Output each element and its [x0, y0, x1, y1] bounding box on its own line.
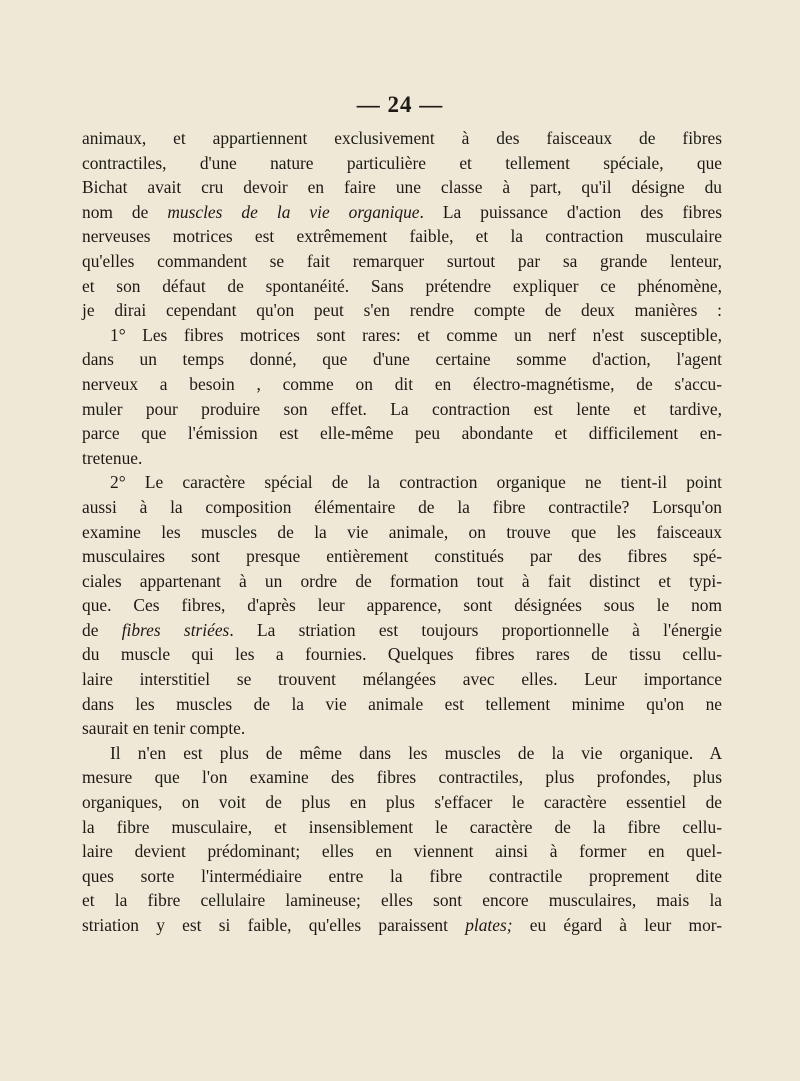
text-line [82, 913, 722, 938]
text-line: organiques, on voit de plus en plus s'effacer le caractère essentiel de [82, 792, 722, 813]
text-segment: de [82, 619, 122, 640]
text-line: ciales appartenant à un ordre de formation tout à fait distinct et typi- [82, 570, 722, 591]
text-segment: . La puissance d'action des fibres [419, 201, 722, 222]
text-segment: . La striation est toujours proportionnelle à l'énergie [229, 619, 722, 640]
text-line: la fibre musculaire, et insensiblement le caractère de la fibre cellu- [82, 816, 722, 837]
text-line: Bichat avait cru devoir en faire une classe à part, qu'il désigne du [82, 177, 722, 198]
text-line: nerveux a besoin , comme on dit en électro-magnétisme, de s'accu- [82, 373, 722, 394]
text-line: mesure que l'on examine des fibres contractiles, plus profondes, plus [82, 767, 722, 788]
text-line [82, 200, 722, 225]
text-line: parce que l'émission est elle-même peu abondante et difficilement en- [82, 423, 722, 444]
italic-term: plates; [465, 915, 513, 935]
italic-term: fibres striées [121, 619, 230, 640]
text-line: 2° Le caractère spécial de la contraction organique ne tient-il point [110, 472, 722, 493]
text-line: du muscle qui les a fournies. Quelques fibres rares de tissu cellu- [82, 644, 722, 665]
text-line: musculaires sont presque entièrement constitués par des fibres spé- [82, 546, 722, 567]
text-line: Il n'en est plus de même dans les muscles de la vie organique. A [110, 742, 722, 763]
text-line: dans les muscles de la vie animale est tellement minime qu'on ne [82, 693, 722, 714]
text-line: animaux, et appartiennent exclusivement à des faisceaux de fibres [82, 128, 722, 148]
text-line: aussi à la composition élémentaire de la fibre contractile? Lorsqu'on [82, 496, 722, 517]
text-line: nerveuses motrices est extrêmement faible, et la contraction musculaire [82, 226, 722, 247]
text-line: tretenue. [82, 447, 143, 468]
italic-term: muscles de la vie organique [167, 201, 420, 222]
text-segment: striation y est si faible, qu'elles paraissent [82, 915, 466, 935]
text-line: saurait en tenir compte. [82, 718, 246, 739]
page-number: — 24 — [356, 92, 444, 117]
text-line: 1° Les fibres motrices sont rares: et comme un nerf n'est susceptible, [110, 324, 722, 345]
text-line: et la fibre cellulaire lamineuse; elles sont encore musculaires, mais la [82, 890, 722, 911]
text-line: examine les muscles de la vie animale, on trouve que les faisceaux [82, 521, 722, 542]
text-line: je dirai cependant qu'on peut s'en rendre compte de deux manières : [82, 300, 722, 321]
text-line: laire devient prédominant; elles en viennent ainsi à former en quel- [82, 841, 722, 862]
text-line: qu'elles commandent se fait remarquer surtout par sa grande lenteur, [82, 250, 722, 271]
text-segment: eu égard à leur mor- [512, 915, 722, 935]
text-line: dans un temps donné, que d'une certaine somme d'action, l'agent [82, 349, 722, 370]
text-line: laire interstitiel se trouvent mélangées avec elles. Leur importance [82, 669, 722, 690]
text-line: muler pour produire son effet. La contraction est lente et tardive, [82, 398, 722, 419]
text-line: et son défaut de spontanéité. Sans prétendre expliquer ce phénomène, [82, 275, 722, 296]
text-line [82, 618, 722, 643]
text-line: que. Ces fibres, d'après leur apparence, sont désignées sous le nom [82, 595, 722, 616]
text-line: ques sorte l'intermédiaire entre la fibre contractile proprement dite [82, 865, 722, 886]
text-line: contractiles, d'une nature particulière et tellement spéciale, que [82, 152, 722, 173]
body-text [82, 126, 722, 938]
text-segment: nom de [82, 201, 168, 222]
